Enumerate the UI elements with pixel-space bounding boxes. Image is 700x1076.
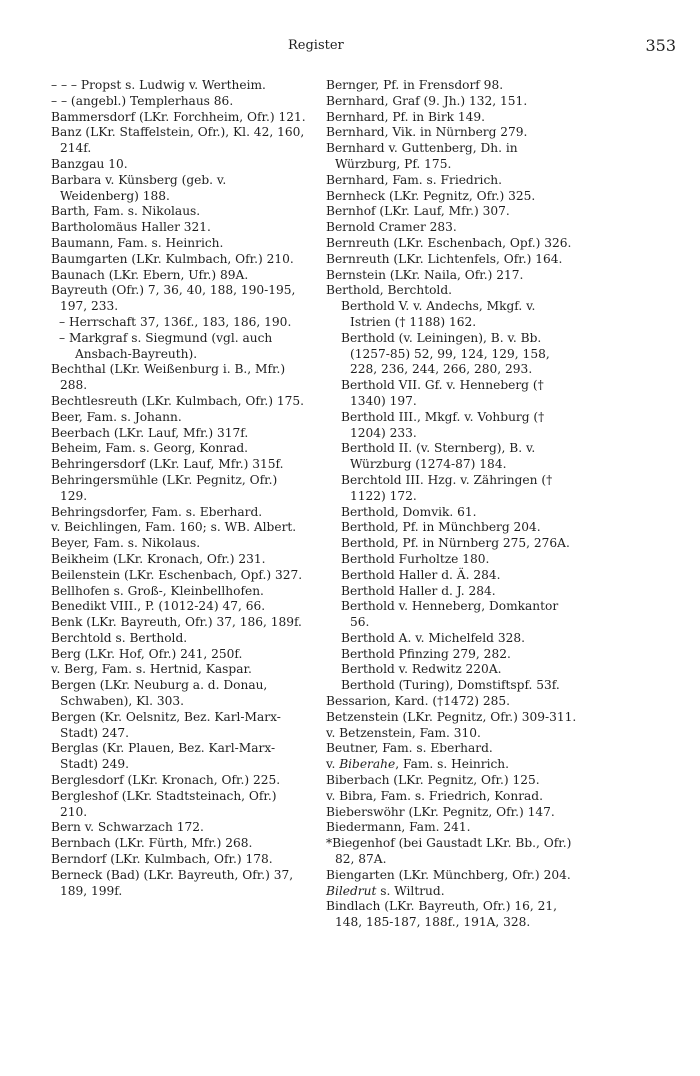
index-entry: Berthold, Domvik. 61. [341,504,477,519]
index-entry: Berthold Haller d. J. 284. [341,583,496,598]
index-entry: Bellhofen s. Groß-, Kleinbellhofen. [51,583,264,598]
index-entry: v. Beichlingen, Fam. 160; s. WB. Albert. [51,520,297,535]
index-entry: Beutner, Fam. s. Eberhard. [326,741,493,756]
index-entry: Bernreuth (LKr. Eschenbach, Opf.) 326. [326,235,572,250]
index-entry: Beilenstein (LKr. Eschenbach, Opf.) 327. [51,567,303,582]
index-entry: v. Betzenstein, Fam. 310. [326,725,481,740]
index-entry: Bammersdorf (LKr. Forchheim, Ofr.) 121. [51,109,306,124]
index-entry: Berneck (Bad) (LKr. Bayreuth, Ofr.) 37, 189, 199f. [51,867,294,898]
index-entry: Bartholomäus Haller 321. [51,220,211,235]
index-entry: Behringsdorfer, Fam. s. Eberhard. [51,504,263,519]
index-entry: Baunach (LKr. Ebern, Ufr.) 89A. [51,267,249,282]
right-column [326,78,578,931]
index-entry: Bernger, Pf. in Frensdorf 98. [326,78,504,92]
index-entry: Berthold (Turing), Domstiftspf. 53f. [341,678,560,693]
index-entry: Bernhard, Pf. in Birk 149. [326,109,486,124]
index-entry: Bernbach (LKr. Fürth, Mfr.) 268. [51,836,253,851]
index-entry: Berthold Haller d. Ä. 284. [341,567,501,582]
index-entry: Berthold, Pf. in Nürnberg 275, 276A. [341,536,570,551]
index-entry: Berthold VII. Gf. v. Henneberg († 1340) 197. [341,378,544,408]
index-entry: Bergleshof (LKr. Stadtsteinach, Ofr.) 210. [51,788,277,819]
index-entry: Bergen (LKr. Neuburg a. d. Donau, Schwaben), Kl. 303. [51,678,268,709]
index-entry: Berchtold s. Berthold. [51,630,188,645]
index-entry: Bernstein (LKr. Naila, Ofr.) 217. [326,267,524,282]
index-entry: Beer, Fam. s. Johann. [51,409,182,424]
index-entry: Bernheck (LKr. Pegnitz, Ofr.) 325. [326,188,536,203]
index-entry: *Biegenhof (bei Gaustadt LKr. Bb., Ofr.) 82, 87A. [326,836,572,867]
index-entry: Biengarten (LKr. Münchberg, Ofr.) 204. [326,867,571,882]
index-entry: Berthold V. v. Andechs, Mkgf. v. Istrien († 1188) 162. [341,299,536,329]
index-entry: Berthold v. Henneberg, Domkantor 56. [341,599,559,630]
index-entry: Baumann, Fam. s. Heinrich. [51,235,224,250]
index-entry: Berthold A. v. Michelfeld 328. [341,630,525,645]
index-entry: Biedermann, Fam. 241. [326,820,471,835]
index-entry: Bergen (Kr. Oelsnitz, Bez. Karl-Marx-Stadt) 247. [51,709,281,740]
index-entry: Bieberswöhr (LKr. Pegnitz, Ofr.) 147. [326,804,555,819]
index-entry: Barth, Fam. s. Nikolaus. [51,204,201,219]
index-entry: Beheim, Fam. s. Georg, Konrad. [51,441,249,456]
index-entry: Benedikt VIII., P. (1012-24) 47, 66. [51,599,266,614]
index-entry: Behringersdorf (LKr. Lauf, Mfr.) 315f. [51,457,284,472]
index-entry: v. Berg, Fam. s. Hertnid, Kaspar. [51,662,252,677]
index-entry: Berthold, Berchtold. [326,283,453,298]
index-entry: Bernhard, Vik. in Nürnberg 279. [326,125,528,140]
index-entry: v. Biberahe, Fam. s. Heinrich. [326,757,510,772]
index-entry: Benk (LKr. Bayreuth, Ofr.) 37, 186, 189f. [51,615,302,630]
index-entry: Behringersmühle (LKr. Pegnitz, Ofr.) 129. [51,472,278,503]
index-entry: – – – Propst s. Ludwig v. Wertheim. [51,78,266,92]
header-title: Register [288,38,344,53]
index-entry: Beyer, Fam. s. Nikolaus. [51,536,201,551]
index-entry: Biberbach (LKr. Pegnitz, Ofr.) 125. [326,773,540,788]
index-entry: Berthold v. Redwitz 220A. [341,662,502,677]
index-entry: – Markgraf s. Siegmund (vgl. auch Ansbach-Bayreuth). [59,330,273,361]
index-entry: Bechthal (LKr. Weißenburg i. B., Mfr.) 288. [51,362,286,393]
index-entry: v. Bibra, Fam. s. Friedrich, Konrad. [326,788,543,803]
index-entry: Berglas (Kr. Plauen, Bez. Karl-Marx-Stadt) 249. [51,741,276,772]
index-entry: Berthold, Pf. in Münchberg 204. [341,520,541,535]
index-entry: Bessarion, Kard. (†1472) 285. [326,694,510,709]
index-entry: Bernhard, Graf (9. Jh.) 132, 151. [326,93,528,108]
index-entry: Berthold III., Mkgf. v. Vohburg († 1204) 233. [341,409,545,440]
index-entry: Bernhof (LKr. Lauf, Mfr.) 307. [326,204,510,219]
left-column [51,78,307,899]
index-entry: Baumgarten (LKr. Kulmbach, Ofr.) 210. [51,251,294,266]
index-entry: – – (angebl.) Templerhaus 86. [51,93,234,108]
index-entry: Beerbach (LKr. Lauf, Mfr.) 317f. [51,425,249,440]
index-entry: Bernold Cramer 283. [326,220,457,235]
index-entry: Berthold Pfinzing 279, 282. [341,646,511,661]
index-entry: Bernreuth (LKr. Lichtenfels, Ofr.) 164. [326,251,563,266]
index-entry: Berg (LKr. Hof, Ofr.) 241, 250f. [51,646,243,661]
index-entry: Beikheim (LKr. Kronach, Ofr.) 231. [51,551,266,566]
index-entry: Berthold (v. Leiningen), B. v. Bb. (1257-85) 52, 99, 124, 129, 158, 228, 236, 244, 266, 280, 293. [341,330,550,377]
index-entry: Betzenstein (LKr. Pegnitz, Ofr.) 309-311. [326,709,577,724]
index-entry: Berchtold III. Hzg. v. Zähringen († 1122) 172. [341,472,553,503]
page-number: 353 [645,36,676,55]
index-entry: Barbara v. Künsberg (geb. v. Weidenberg) 188. [51,172,227,203]
index-entry: Berthold Furholtze 180. [341,551,490,566]
index-entry: Berglesdorf (LKr. Kronach, Ofr.) 225. [51,773,281,788]
index-entry: Berthold II. (v. Sternberg), B. v. Würzburg (1274-87) 184. [341,441,536,472]
index-entry: Bindlach (LKr. Bayreuth, Ofr.) 16, 21, 148, 185-187, 188f., 191A, 328. [326,899,558,930]
index-entry: – Herrschaft 37, 136f., 183, 186, 190. [59,314,292,329]
index-entry: Banz (LKr. Staffelstein, Ofr.), Kl. 42, 160, 214f. [51,125,305,156]
index-entry: Bernhard, Fam. s. Friedrich. [326,172,503,187]
index-entry: Banzgau 10. [51,156,128,171]
index-entry: Bechtlesreuth (LKr. Kulmbach, Ofr.) 175. [51,393,305,408]
index-entry: Bayreuth (Ofr.) 7, 36, 40, 188, 190-195, 197, 233. [51,283,296,314]
index-entry: Berndorf (LKr. Kulmbach, Ofr.) 178. [51,852,273,867]
index-entry: Biledrut s. Wiltrud. [326,883,445,898]
index-entry: Bernhard v. Guttenberg, Dh. in Würzburg, Pf. 175. [326,141,518,171]
index-entry: Bern v. Schwarzach 172. [51,820,204,835]
